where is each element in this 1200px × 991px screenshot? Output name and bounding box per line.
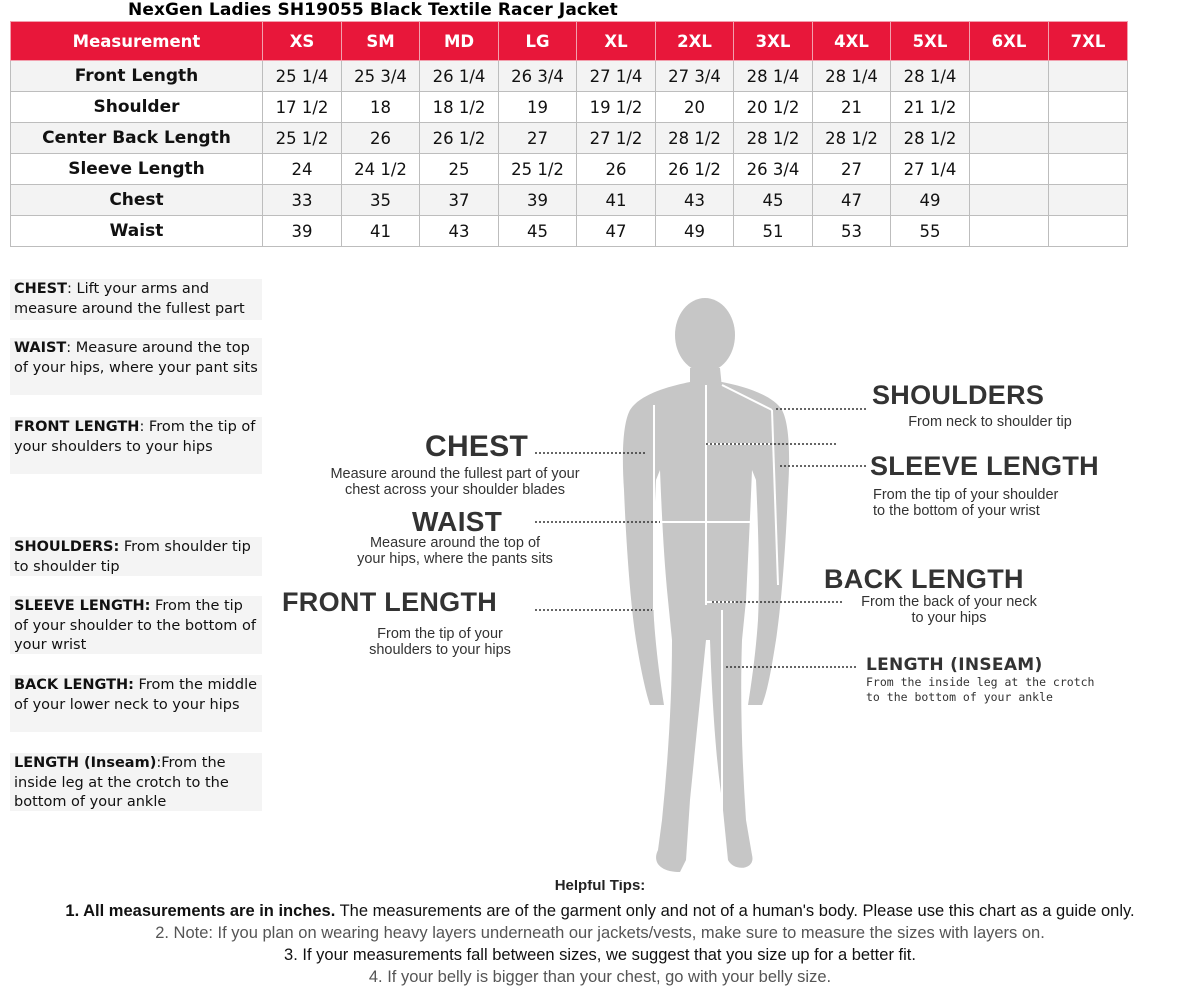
row-label: Front Length (11, 61, 263, 92)
definition-term: FRONT LENGTH (14, 419, 140, 435)
table-cell: 47 (813, 185, 891, 216)
header-measurement: Measurement (11, 22, 263, 61)
table-cell: 25 1/2 (263, 123, 342, 154)
table-cell: 53 (813, 216, 891, 247)
table-cell: 21 1/2 (891, 92, 970, 123)
label-front-length-desc2: shoulders to your hips (369, 642, 511, 658)
table-cell: 26 1/4 (420, 61, 499, 92)
table-cell: 26 1/2 (420, 123, 499, 154)
definition-text: :From the inside leg at the crotch to the bottom of your ankle (14, 755, 229, 810)
definition-text: : Measure around the top of your hips, where your pant sits (14, 340, 258, 376)
label-sleeve-length-desc2: to the bottom of your wrist (873, 503, 1040, 519)
definition-text: From the middle of your lower neck to your hips (14, 677, 258, 713)
row-label: Sleeve Length (11, 154, 263, 185)
table-cell: 19 1/2 (577, 92, 656, 123)
label-front-length-desc1: From the tip of your (377, 626, 503, 642)
table-cell: 55 (891, 216, 970, 247)
table-cell: 43 (656, 185, 734, 216)
table-cell: 43 (420, 216, 499, 247)
label-waist-desc2: your hips, where the pants sits (357, 551, 553, 567)
table-cell: 28 1/2 (891, 123, 970, 154)
table-cell: 49 (891, 185, 970, 216)
tip-1 (0, 900, 1200, 922)
tip-4: 4. If your belly is bigger than your chest, go with your belly size. (368, 968, 832, 986)
table-cell: 26 3/4 (734, 154, 813, 185)
table-cell: 41 (577, 185, 656, 216)
header-size-xs: XS (263, 22, 342, 61)
table-cell: 21 (813, 92, 891, 123)
table-cell: 35 (342, 185, 420, 216)
label-waist-title: WAIST (412, 506, 503, 537)
row-label: Shoulder (11, 92, 263, 123)
label-chest-desc2: chest across your shoulder blades (344, 482, 566, 498)
label-front-length-title: FRONT LENGTH (282, 587, 498, 617)
label-sleeve-length-title: SLEEVE LENGTH (870, 451, 1099, 481)
table-cell: 27 1/2 (577, 123, 656, 154)
definition-term: SLEEVE LENGTH: (14, 598, 151, 614)
table-cell: 47 (577, 216, 656, 247)
table-cell: 20 1/2 (734, 92, 813, 123)
label-sleeve-length-desc1: From the tip of your shoulder (873, 487, 1059, 503)
header-size-sm: SM (342, 22, 420, 61)
table-cell: 33 (263, 185, 342, 216)
table-cell: 26 (342, 123, 420, 154)
row-label: Center Back Length (11, 123, 263, 154)
table-cell: 24 (263, 154, 342, 185)
table-cell: 28 1/2 (813, 123, 891, 154)
table-cell: 25 1/4 (263, 61, 342, 92)
row-label: Waist (11, 216, 263, 247)
table-cell: 25 (420, 154, 499, 185)
table-cell: 17 1/2 (263, 92, 342, 123)
table-cell: 28 1/2 (656, 123, 734, 154)
label-chest-desc1: Measure around the fullest part of your (330, 466, 580, 482)
tip-2: 2. Note: If you plan on wearing heavy layers underneath our jackets/vests, make sure to measure the sizes with layers on. (155, 924, 1045, 942)
header-size-4xl: 4XL (813, 22, 891, 61)
label-waist-desc1: Measure around the top of (369, 535, 541, 551)
label-back-length-desc2: to your hips (911, 610, 987, 626)
table-cell: 19 (499, 92, 577, 123)
table-cell: 28 1/2 (734, 123, 813, 154)
definition-text: From shoulder tip to shoulder tip (14, 539, 251, 575)
tips-heading: Helpful Tips: (554, 880, 646, 894)
label-shoulders-title: SHOULDERS (872, 380, 1045, 410)
table-cell: 28 1/4 (891, 61, 970, 92)
tip-3: 3. If your measurements fall between sizes, we suggest that you size up for a better fit. (284, 946, 916, 964)
header-size-lg: LG (499, 22, 577, 61)
table-cell: 18 (342, 92, 420, 123)
table-cell: 18 1/2 (420, 92, 499, 123)
table-cell: 45 (734, 185, 813, 216)
definition-term: SHOULDERS: (14, 539, 120, 555)
table-cell: 28 1/4 (734, 61, 813, 92)
label-back-length-title: BACK LENGTH (824, 564, 1024, 594)
label-shoulders-desc: From neck to shoulder tip (908, 414, 1072, 430)
table-cell: 28 1/4 (813, 61, 891, 92)
definition-term: LENGTH (Inseam) (14, 755, 157, 771)
table-cell: 39 (263, 216, 342, 247)
table-cell: 27 (499, 123, 577, 154)
tip-1-bold: 1. All measurements are in inches. (65, 902, 336, 920)
chart-title: NexGen Ladies SH19055 Black Textile Racer Jacket (128, 0, 618, 20)
header-size-2xl: 2XL (656, 22, 734, 61)
table-cell: 37 (420, 185, 499, 216)
definition-term: CHEST (14, 281, 68, 297)
definition-text: : Lift your arms and measure around the fullest part (14, 281, 245, 317)
header-size-7xl: 7XL (1049, 22, 1128, 61)
label-chest-title: CHEST (425, 430, 529, 463)
table-cell: 25 1/2 (499, 154, 577, 185)
table-cell: 27 1/4 (577, 61, 656, 92)
table-cell: 24 1/2 (342, 154, 420, 185)
table-cell: 26 1/2 (656, 154, 734, 185)
table-cell: 27 3/4 (656, 61, 734, 92)
label-inseam-desc1: From the inside leg at the crotch (866, 675, 1095, 689)
label-inseam-desc2: to the bottom of your ankle (866, 690, 1053, 704)
label-inseam-title: LENGTH (INSEAM) (866, 655, 1043, 675)
definition-term: BACK LENGTH: (14, 677, 134, 693)
table-cell: 25 3/4 (342, 61, 420, 92)
table-cell: 27 (813, 154, 891, 185)
header-size-5xl: 5XL (891, 22, 970, 61)
table-cell: 26 3/4 (499, 61, 577, 92)
label-back-length-desc1: From the back of your neck (861, 594, 1037, 610)
header-size-6xl: 6XL (970, 22, 1049, 61)
table-cell: 51 (734, 216, 813, 247)
table-cell: 45 (499, 216, 577, 247)
table-cell: 20 (656, 92, 734, 123)
table-cell: 39 (499, 185, 577, 216)
definition-term: WAIST (14, 340, 67, 356)
table-cell: 27 1/4 (891, 154, 970, 185)
table-cell: 41 (342, 216, 420, 247)
definition-text: : From the tip of your shoulders to your hips (14, 419, 256, 455)
definition-text: From the tip of your shoulder to the bottom of your wrist (14, 598, 256, 653)
header-size-md: MD (420, 22, 499, 61)
table-cell: 26 (577, 154, 656, 185)
tip-1-text: The measurements are of the garment only and not of a human's body. Please use this chart as a guide only. (335, 902, 1135, 920)
table-cell: 49 (656, 216, 734, 247)
header-size-xl: XL (577, 22, 656, 61)
row-label: Chest (11, 185, 263, 216)
header-size-3xl: 3XL (734, 22, 813, 61)
